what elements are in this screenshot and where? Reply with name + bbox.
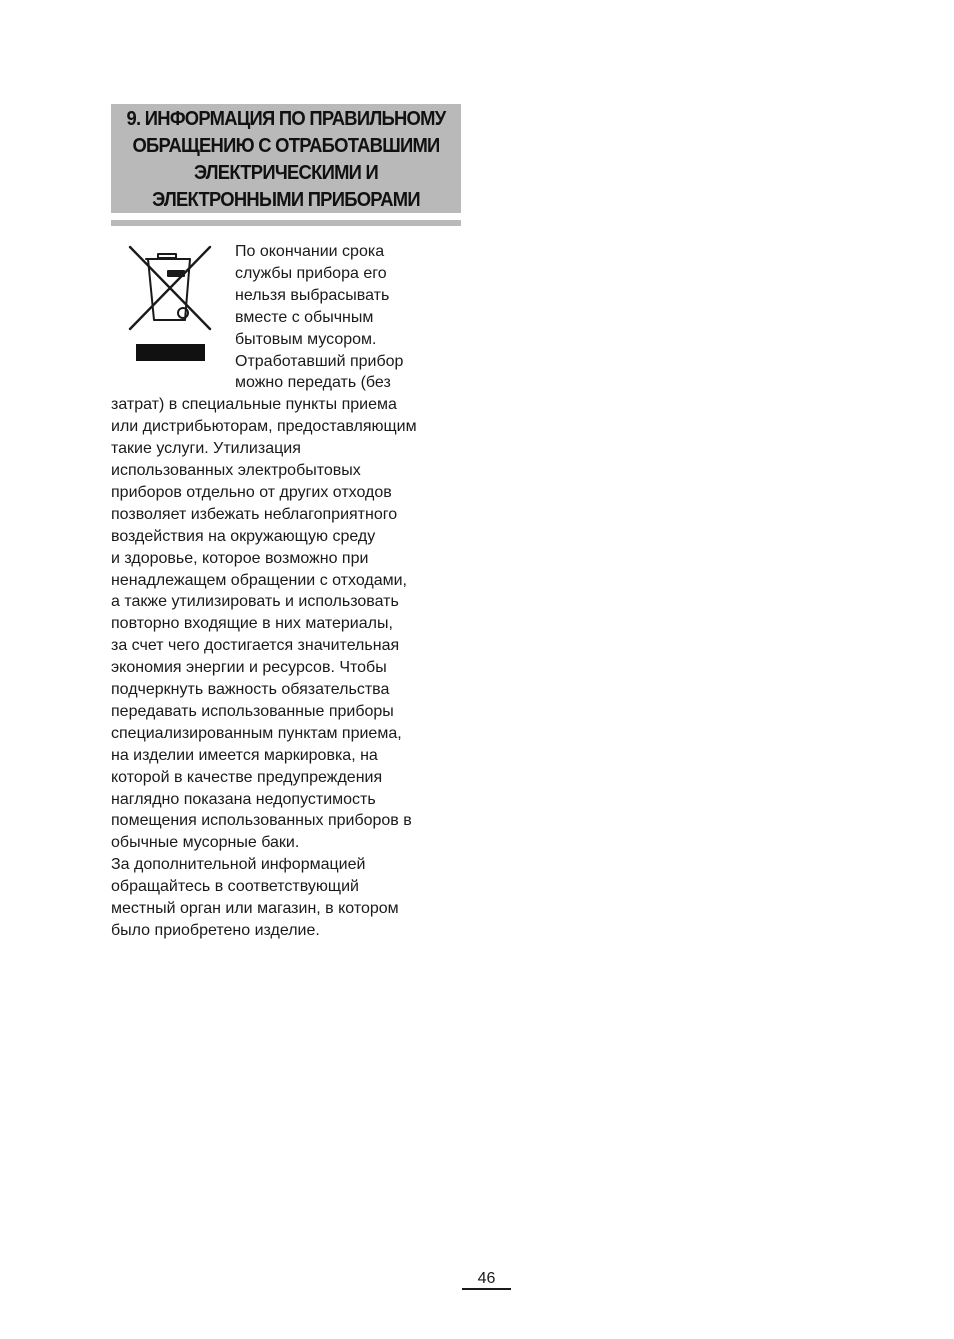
body-text-line: которой в качестве предупреждения	[111, 768, 383, 786]
body-text-line: За дополнительной информацией	[111, 856, 366, 874]
body-text-line: можно передать (без	[235, 374, 391, 392]
body-text-line: По окончании срока	[235, 243, 385, 260]
body-text-line: специализированным пунктам приема,	[111, 724, 402, 742]
body-text-line: позволяет избежать неблагоприятного	[111, 505, 398, 523]
heading-line-3: ЭЛЕКТРИЧЕСКИМИ И	[193, 162, 379, 184]
heading-line-1: 9. ИНФОРМАЦИЯ ПО ПРАВИЛЬНОМУ	[126, 108, 446, 130]
body-text-line: вместе с обычным	[235, 308, 374, 326]
heading-line-2: ОБРАЩЕНИЮ С ОТРАБОТАВШИМИ	[132, 135, 440, 157]
heading-underline-bar	[111, 220, 461, 226]
body-text-line: обычные мусорные баки.	[111, 834, 300, 852]
body-text-line: а также утилизировать и использовать	[111, 593, 399, 611]
page-number: 46	[477, 1270, 496, 1287]
body-text-line: экономия энергии и ресурсов. Чтобы	[111, 659, 387, 677]
body-text-line: местный орган или магазин, в котором	[111, 900, 399, 917]
body-text-line: бытовым мусором.	[235, 330, 377, 348]
body-text-line: приборов отдельно от других отходов	[111, 483, 392, 501]
body-text-line: ненадлежащем обращении с отходами,	[111, 571, 407, 589]
body-text-line: затрат) в специальные пункты приема	[111, 396, 397, 414]
body-text-line: такие услуги. Утилизация	[111, 440, 301, 458]
body-text-line: наглядно показана недопустимость	[111, 790, 376, 808]
body-text-line: использованных электробытовых	[111, 462, 361, 479]
body-text-line: обращайтесь в соответствующий	[111, 878, 359, 896]
body-text-line: Отработавший прибор	[235, 352, 404, 370]
body-text-line: помещения использованных приборов в	[111, 812, 412, 830]
body-text-line: на изделии имеется маркировка, на	[111, 746, 378, 764]
body-text-line: повторно входящие в них материалы,	[111, 615, 393, 633]
body-text-line: за счет чего достигается значительная	[111, 637, 400, 655]
body-text-line: подчеркнуть важность обязательства	[111, 681, 390, 698]
body-text-line: воздействия на окружающую среду	[111, 527, 376, 545]
section-heading	[111, 104, 461, 213]
body-text-line: и здоровье, которое возможно при	[111, 549, 369, 567]
crossed-out-wheelie-bin-icon	[126, 241, 214, 365]
body-text-line: службы прибора его	[235, 264, 387, 282]
page-number-underline	[462, 1288, 511, 1290]
body-text-line: или дистрибьюторам, предоставляющим	[111, 418, 417, 436]
body-text-line: было приобретено изделие.	[111, 921, 320, 939]
body-text-line: передавать использованные приборы	[111, 702, 394, 720]
body-text-line: нельзя выбрасывать	[235, 286, 390, 304]
heading-line-4: ЭЛЕКТРОННЫМИ ПРИБОРАМИ	[152, 189, 420, 211]
